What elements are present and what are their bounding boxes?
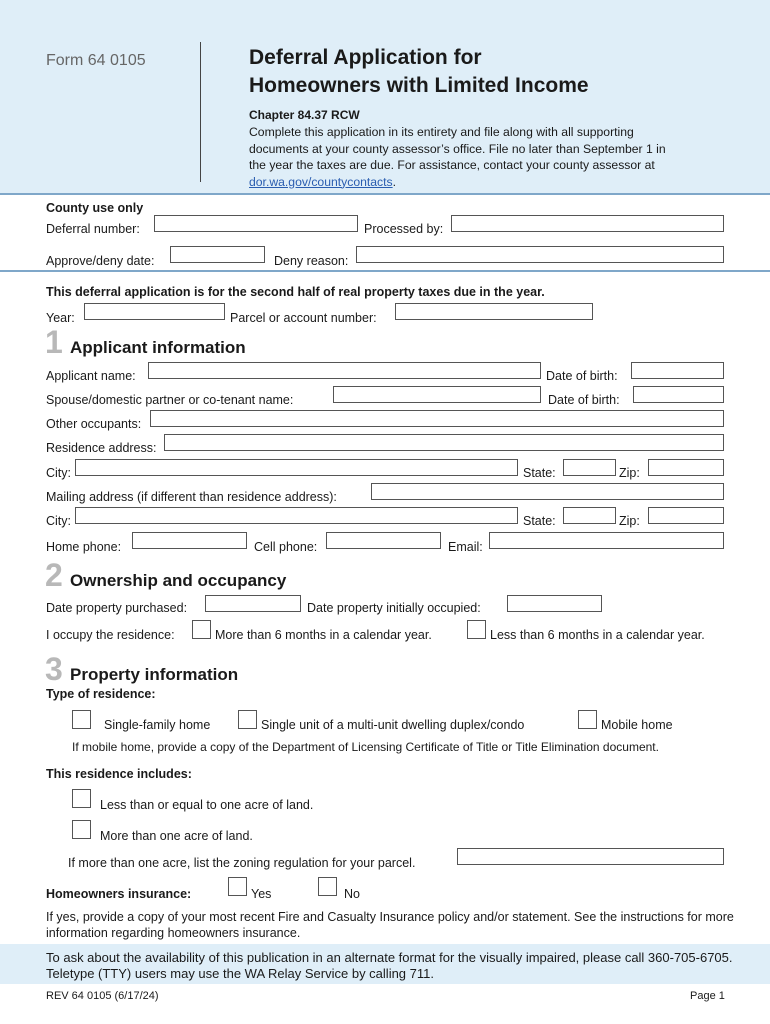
acre-less-label: Less than or equal to one acre of land. (100, 798, 314, 812)
mobile-home-checkbox[interactable] (578, 710, 597, 729)
state2-label: State: (523, 514, 556, 528)
parcel-label: Parcel or account number: (230, 311, 377, 325)
other-occupants-label: Other occupants: (46, 417, 142, 431)
city2-field[interactable] (75, 507, 518, 524)
year-field[interactable] (84, 303, 225, 320)
section-2-number: 2 (45, 557, 63, 593)
acre-more-label: More than one acre of land. (100, 829, 253, 843)
approve-deny-date-field[interactable] (170, 246, 265, 263)
acre-less-checkbox[interactable] (72, 789, 91, 808)
city-field[interactable] (75, 459, 518, 476)
dob-field[interactable] (631, 362, 724, 379)
home-phone-label: Home phone: (46, 540, 122, 554)
insurance-label: Homeowners insurance: (46, 887, 192, 901)
title-line-1: Deferral Application for (249, 46, 482, 69)
county-use-heading: County use only (46, 201, 144, 215)
revision-number: REV 64 0105 (6/17/24) (46, 990, 159, 1002)
parcel-field[interactable] (395, 303, 593, 320)
acre-more-checkbox[interactable] (72, 820, 91, 839)
instructions-body: Complete this application in its entirety and file along with all supporting documents at your county assessor’s office. File no later than September 1 in the year the taxes are due. For assistance, contact your county assessor at (249, 125, 666, 172)
approve-deny-date-label: Approve/deny date: (46, 254, 155, 268)
applicant-name-field[interactable] (148, 362, 541, 379)
occupy-more-checkbox[interactable] (192, 620, 211, 639)
instructions-text (249, 124, 679, 190)
section-3-title: Property information (70, 665, 239, 684)
type-of-residence-heading: Type of residence: (46, 687, 156, 701)
multi-unit-checkbox[interactable] (238, 710, 257, 729)
spouse-name-field[interactable] (333, 386, 541, 403)
mailing-address-field[interactable] (371, 483, 724, 500)
occupy-label: I occupy the residence: (46, 628, 175, 642)
city-label: City: (46, 466, 71, 480)
insurance-no-label: No (344, 887, 360, 901)
multi-unit-label: Single unit of a multi-unit dwelling duplex/condo (261, 718, 525, 732)
header-divider (200, 42, 201, 182)
form-number: Form 64 0105 (46, 52, 146, 69)
dob-label: Date of birth: (546, 369, 618, 383)
county-contacts-link[interactable]: dor.wa.gov/countycontacts (249, 174, 393, 189)
single-family-checkbox[interactable] (72, 710, 91, 729)
form-title (249, 44, 669, 100)
zip-field[interactable] (648, 459, 724, 476)
section-1-title: Applicant information (70, 338, 246, 357)
spouse-name-label: Spouse/domestic partner or co-tenant name: (46, 393, 294, 407)
insurance-no-checkbox[interactable] (318, 877, 337, 896)
dob2-label: Date of birth: (548, 393, 620, 407)
email-field[interactable] (489, 532, 724, 549)
instructions-period: . (392, 174, 397, 189)
insurance-note: If yes, provide a copy of your most recent Fire and Casualty Insurance policy and/or statement. See the instructions for more information regarding homeowners insurance. (46, 910, 734, 940)
email-label: Email: (448, 540, 483, 554)
section-2-title: Ownership and occupancy (70, 571, 287, 590)
page-number: Page 1 (690, 990, 725, 1002)
section-1-number: 1 (45, 324, 63, 360)
deferral-number-label: Deferral number: (46, 222, 140, 236)
occupy-more-label: More than 6 months in a calendar year. (215, 628, 432, 642)
occupy-less-checkbox[interactable] (467, 620, 486, 639)
cell-phone-field[interactable] (326, 532, 441, 549)
date-occupied-label: Date property initially occupied: (307, 601, 481, 615)
applicant-name-label: Applicant name: (46, 369, 136, 383)
single-family-label: Single-family home (104, 718, 211, 732)
home-phone-field[interactable] (132, 532, 247, 549)
other-occupants-field[interactable] (150, 410, 724, 427)
section-3-number: 3 (45, 651, 63, 687)
mobile-home-note: If mobile home, provide a copy of the Department of Licensing Certificate of Title or Title Elimination document. (72, 740, 659, 754)
mailing-address-label: Mailing address (if different than residence address): (46, 490, 337, 504)
zoning-label: If more than one acre, list the zoning regulation for your parcel. (68, 856, 416, 870)
insurance-yes-checkbox[interactable] (228, 877, 247, 896)
state-label: State: (523, 466, 556, 480)
occupy-less-label: Less than 6 months in a calendar year. (490, 628, 705, 642)
residence-address-label: Residence address: (46, 441, 157, 455)
county-separator (0, 270, 770, 272)
date-occupied-field[interactable] (507, 595, 602, 612)
processed-by-field[interactable] (451, 215, 724, 232)
chapter-reference: Chapter 84.37 RCW (249, 108, 360, 122)
processed-by-label: Processed by: (364, 222, 444, 236)
residence-includes-heading: This residence includes: (46, 767, 192, 781)
state2-field[interactable] (563, 507, 616, 524)
residence-address-field[interactable] (164, 434, 724, 451)
date-purchased-label: Date property purchased: (46, 601, 188, 615)
application-year-statement: This deferral application is for the second half of real property taxes due in the year. (46, 285, 545, 299)
zoning-field[interactable] (457, 848, 724, 865)
state-field[interactable] (563, 459, 616, 476)
zip2-label: Zip: (619, 514, 640, 528)
deny-reason-field[interactable] (356, 246, 724, 263)
cell-phone-label: Cell phone: (254, 540, 318, 554)
accessibility-notice: To ask about the availability of this publication in an alternate format for the visually impaired, please call 360-705-6705. Teletype (TTY) users may use the WA Relay Service by calling 711. (46, 950, 733, 981)
zip-label: Zip: (619, 466, 640, 480)
dob2-field[interactable] (633, 386, 724, 403)
deferral-number-field[interactable] (154, 215, 358, 232)
insurance-yes-label: Yes (251, 887, 272, 901)
city2-label: City: (46, 514, 71, 528)
mobile-home-label: Mobile home (601, 718, 673, 732)
zip2-field[interactable] (648, 507, 724, 524)
deny-reason-label: Deny reason: (274, 254, 349, 268)
title-line-2: Homeowners with Limited Income (249, 74, 589, 97)
year-label: Year: (46, 311, 75, 325)
date-purchased-field[interactable] (205, 595, 301, 612)
